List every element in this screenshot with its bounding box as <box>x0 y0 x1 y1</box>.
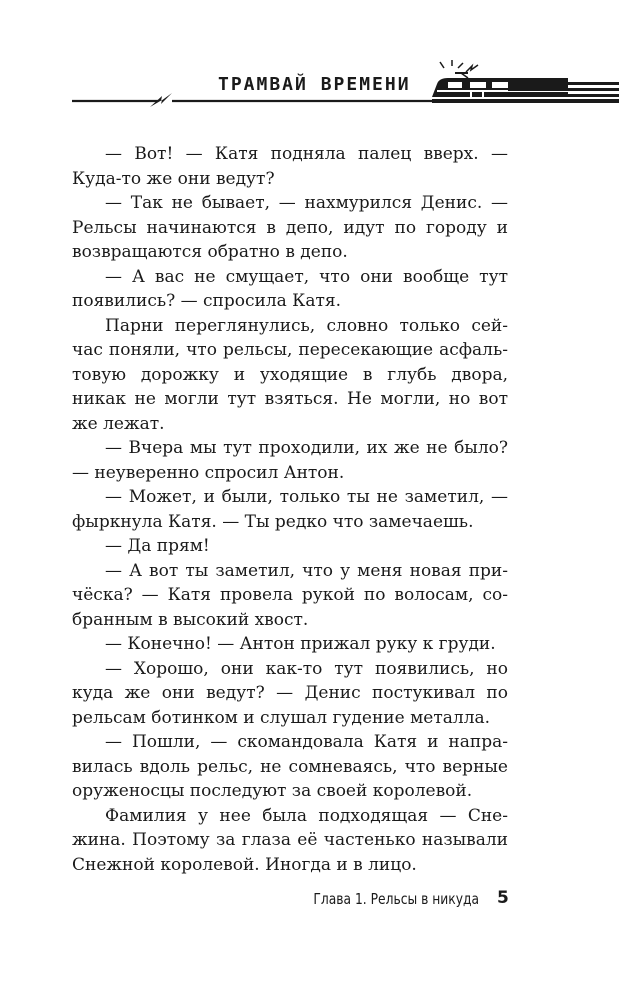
paragraph: Парни переглянулись, словно только сейчас поняли, что рельсы, пересекающие асфальтовую дорожку и уходящие в глубь двора, никак не могли тут взяться. Не могли, но вот же лежат. <box>72 315 508 434</box>
running-header <box>0 0 619 115</box>
paragraph: — Так не бывает, — нахмурился Денис. — Рельсы начинаются в депо, идут по городу и возвращаются обратно в депо. <box>72 193 508 262</box>
paragraph: — Вот! — Катя подняла палец вверх. — Куда-то же они ведут? <box>72 144 508 189</box>
paragraph: — А вот ты заметил, что у меня новая причёска? — Катя провела рукой по волосам, собранным в высокий хвост. <box>72 560 508 630</box>
header-decoration <box>0 0 619 115</box>
paragraph: — Может, и были, только ты не заметил, — фыркнула Катя. — Ты редко что замечаешь. <box>72 487 508 532</box>
main-text <box>72 142 508 877</box>
paragraph: — Вчера мы тут проходили, их же не было? — неуверенно спросил Антон. <box>72 438 508 483</box>
paragraph: — Конечно! — Антон прижал руку к груди. <box>105 634 496 654</box>
running-footer <box>0 884 619 924</box>
tram-icon <box>432 60 619 103</box>
paragraph: — А вас не смущает, что они вообще тут появились? — спросила Катя. <box>72 266 508 311</box>
paragraph: — Пошли, — скомандовала Катя и направилась вдоль рельс, не сомневаясь, что верные оруженосцы последуют за своей королевой. <box>72 732 508 801</box>
paragraph: — Хорошо, они как-то тут появились, но куда же они ведут? — Денис постукивал по рельсам ботинком и слушал гудение металла. <box>72 658 508 728</box>
paragraph: — Да прям! <box>105 536 210 556</box>
page-number: 5 <box>497 888 509 908</box>
chapter-title: Глава 1. Рельсы в никуда <box>313 890 479 908</box>
paragraph: Фамилия у нее была подходящая — Снежина. Поэтому за глаза её частенько называли Снежной королевой. Иногда и в лицо. <box>72 805 508 875</box>
book-title: ТРАМВАЙ ВРЕМЕНИ <box>218 74 411 95</box>
